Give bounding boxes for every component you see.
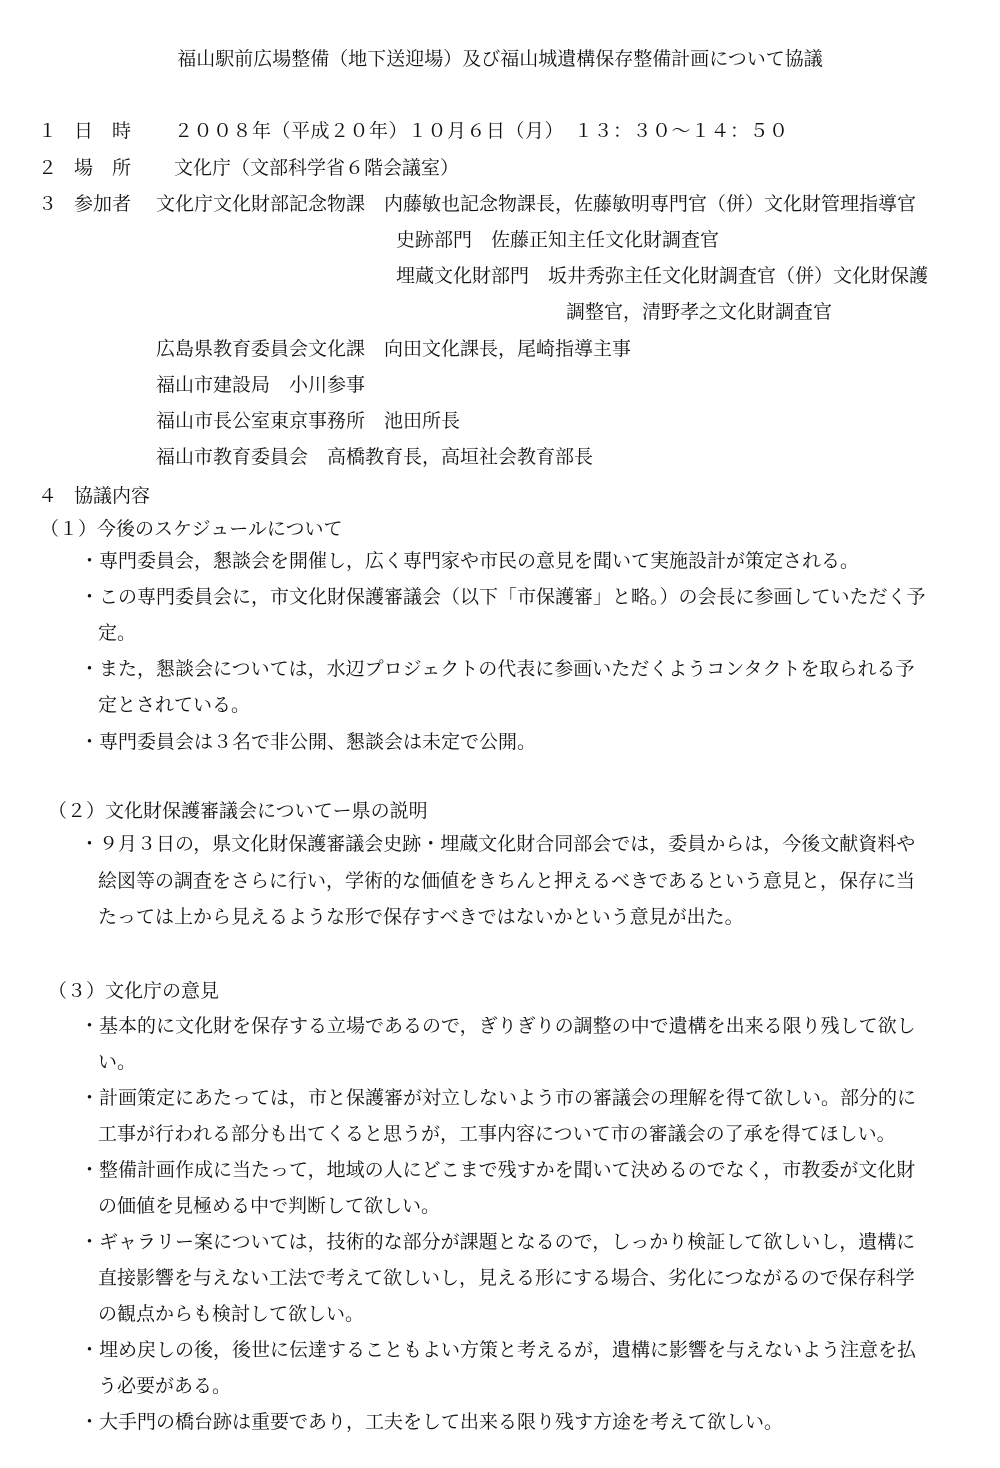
participant-line: 広島県教育委員会文化課 向田文化課長，尾崎指導主事 (156, 338, 632, 360)
section-number-2: ２ (38, 157, 58, 179)
schedule-line: ・専門委員会，懇談会を開催し，広く専門家や市民の意見を聞いて実施設計が策定される。 (80, 550, 860, 572)
agency-opinion-line: ・計画策定にあたっては，市と保護審が対立しないよう市の審議会の理解を得て欲しい。部分的に (80, 1087, 917, 1109)
participant-line: 文化庁文化財部記念物課 内藤敏也記念物課長，佐藤敏明専門官（併）文化財管理指導官 (156, 193, 917, 215)
schedule-line: ・また，懇談会については，水辺プロジェクトの代表に参画いただくようコンタクトを取られる予 (80, 658, 915, 680)
section-number-3: ３ (38, 193, 58, 215)
section-number-1: １ (38, 120, 58, 142)
agency-opinion-line: の価値を見極める中で判断して欲しい。 (98, 1195, 441, 1217)
participant-line: 史跡部門 佐藤正知主任文化財調査官 (396, 229, 720, 251)
schedule-line: 定とされている。 (98, 694, 251, 716)
participants-label: 参加者 (74, 193, 132, 215)
subsection-heading-1: （１）今後のスケジュールについて (40, 518, 343, 540)
place-label: 場 所 (74, 157, 132, 179)
schedule-line: ・専門委員会は３名で非公開、懇談会は未定で公開。 (80, 731, 537, 753)
schedule-line: 定。 (98, 622, 137, 644)
agency-opinion-line: ・整備計画作成に当たって，地域の人にどこまで残すかを聞いて決めるのでなく，市教委が文化財 (80, 1159, 916, 1181)
council-line: ・９月３日の，県文化財保護審議会史跡・埋蔵文化財合同部会では，委員からは，今後文献資料や (80, 833, 916, 855)
subsection-heading-3: （３）文化庁の意見 (48, 980, 220, 1002)
participant-line: 調整官，清野孝之文化財調査官 (566, 301, 833, 323)
participant-line: 埋蔵文化財部門 坂井秀弥主任文化財調査官（併）文化財保護 (396, 265, 929, 287)
datetime-value: ２００８年（平成２０年）１０月６日（月） １３：３０～１４：５０ (174, 120, 789, 142)
place-value: 文化庁（文部科学省６階会議室） (174, 157, 460, 179)
agency-opinion-line: う必要がある。 (98, 1375, 232, 1397)
participant-line: 福山市長公室東京事務所 池田所長 (156, 410, 461, 432)
agency-opinion-line: 直接影響を与えない工法で考えて欲しいし，見える形にする場合、劣化につながるので保存科学 (98, 1267, 915, 1289)
schedule-line: ・この専門委員会に，市文化財保護審議会（以下「市保護審」と略。）の会長に参画していただく予 (80, 586, 926, 608)
subsection-heading-2: （２）文化財保護審議会についてー県の説明 (48, 800, 428, 822)
agency-opinion-line: 工事が行われる部分も出てくると思うが，工事内容について市の審議会の了承を得てほしい。 (98, 1123, 896, 1145)
agency-opinion-line: ・埋め戻しの後，後世に伝達することもよい方策と考えるが，遺構に影響を与えないよう注意を払 (80, 1339, 917, 1361)
agency-opinion-line: の観点からも検討して欲しい。 (98, 1303, 365, 1325)
agency-opinion-line: ・ギャラリー案については，技術的な部分が課題となるので，しっかり検証して欲しいし，遺構に (80, 1231, 916, 1253)
datetime-label: 日 時 (74, 120, 132, 142)
participant-line: 福山市建設局 小川参事 (156, 374, 366, 396)
participant-line: 福山市教育委員会 高橋教育長，高垣社会教育部長 (156, 446, 594, 468)
discussion-label: 協議内容 (74, 485, 151, 507)
agency-opinion-line: ・大手門の橋台跡は重要であり，工夫をして出来る限り残す方途を考えて欲しい。 (80, 1411, 784, 1433)
document-title: 福山駅前広場整備（地下送迎場）及び福山城遺構保存整備計画について協議 (177, 48, 823, 70)
council-line: たっては上から見えるような形で保存すべきではないかという意見が出た。 (98, 906, 744, 928)
council-line: 絵図等の調査をさらに行い，学術的な価値をきちんと押えるべきであるという意見と，保存に当 (98, 870, 916, 892)
section-number-4: ４ (38, 485, 58, 507)
agency-opinion-line: い。 (98, 1051, 137, 1073)
agency-opinion-line: ・基本的に文化財を保存する立場であるので，ぎりぎりの調整の中で遺構を出来る限り残して欲し (80, 1015, 916, 1037)
